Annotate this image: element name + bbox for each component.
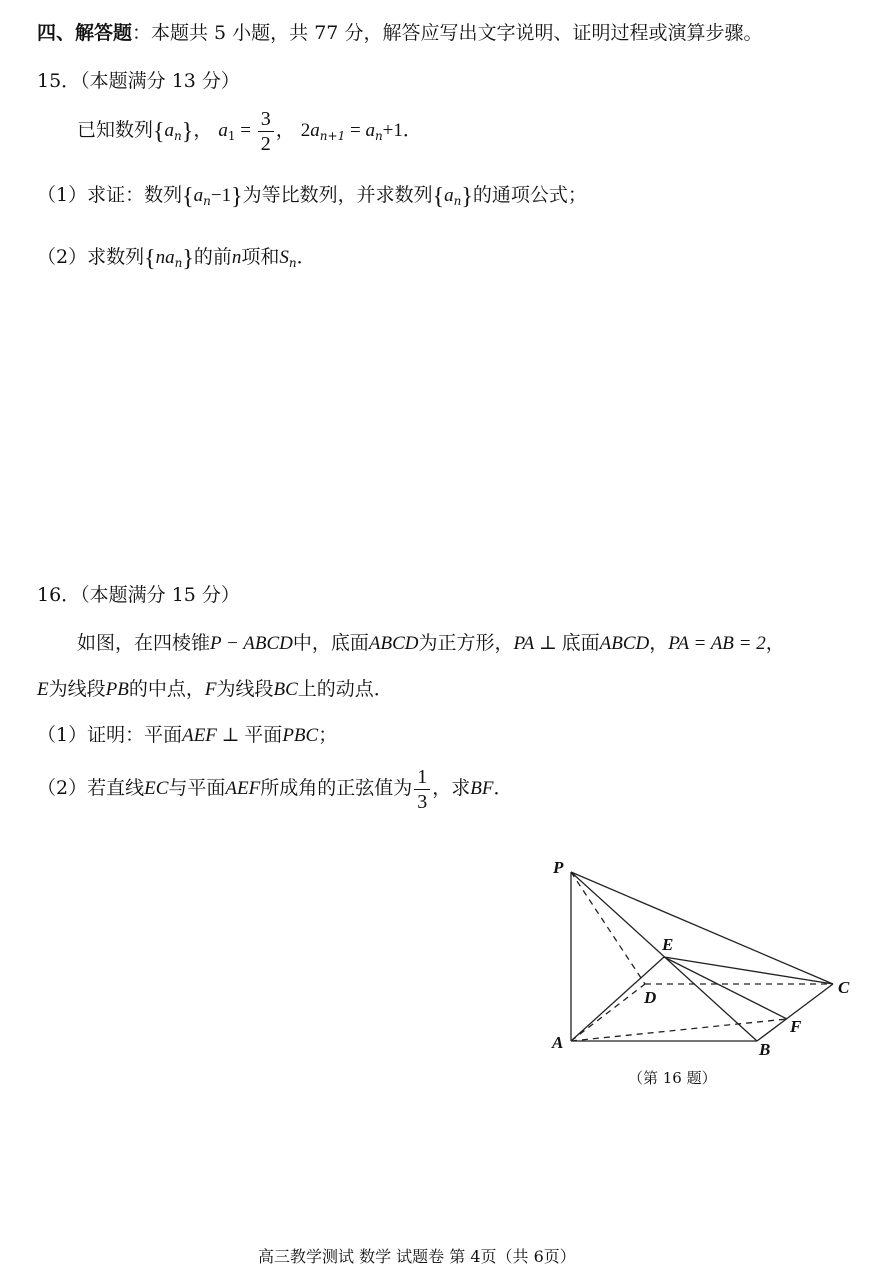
q15-header: 15．（本题满分 13 分）	[37, 70, 240, 92]
q15-part1: （1）求证：数列$\{a_n-1\}$为等比数列，并求数列$\{a_n\}$的通项公式；	[37, 184, 587, 210]
label-B: B	[759, 1040, 771, 1059]
figure-caption: （第 16 题）	[628, 1069, 717, 1087]
edge-PD	[571, 872, 645, 984]
page-footer: 高三教学测试 数学 试题卷 第 4页（共 6页）	[258, 1247, 576, 1266]
pyramid-figure	[540, 850, 860, 1060]
edge-PC	[571, 872, 833, 984]
label-F: F	[790, 1017, 802, 1036]
section-header	[37, 18, 762, 45]
q16-statement-line1: 如图，在四棱锥P − ABCD中，底面ABCD为正方形，PA ⊥ 底面ABCD，PA = AB = 2，	[77, 632, 785, 654]
q16-header: 16．（本题满分 15 分）	[37, 584, 240, 606]
q16-part2: （2）若直线EC与平面AEF所成角的正弦值为 $\frac{1}{3}$ ，求BF．	[37, 765, 513, 813]
section-title: 四、解答题	[37, 22, 133, 44]
edge-AD	[571, 984, 645, 1041]
label-A: A	[552, 1033, 564, 1052]
q16-fraction: $\frac{1}{3}$	[414, 765, 430, 814]
label-C: C	[838, 978, 850, 997]
label-P: P	[553, 858, 564, 877]
q15-fraction: $\frac{3}{2}$	[258, 107, 274, 156]
q16-statement-line2: E为线段PB的中点，F为线段BC上的动点．	[37, 678, 393, 700]
label-E: E	[662, 935, 674, 954]
q15-part2: （2）求数列$\{na_n\}$的前n项和$S_n$．	[37, 246, 316, 272]
label-D: D	[644, 988, 657, 1007]
section-description: ：本题共 5 小题，共 77 分，解答应写出文字说明、证明过程或演算步骤。	[132, 22, 763, 44]
q16-part1: （1）证明：平面AEF ⊥ 平面PBC；	[37, 724, 338, 746]
q15-given: 已知数列$\{a_n\}$， $a_1$ = $\frac{3}{2}$ ， $2a_{n+1} = a_n+1$．	[77, 107, 422, 155]
edge-AF	[571, 1019, 787, 1041]
